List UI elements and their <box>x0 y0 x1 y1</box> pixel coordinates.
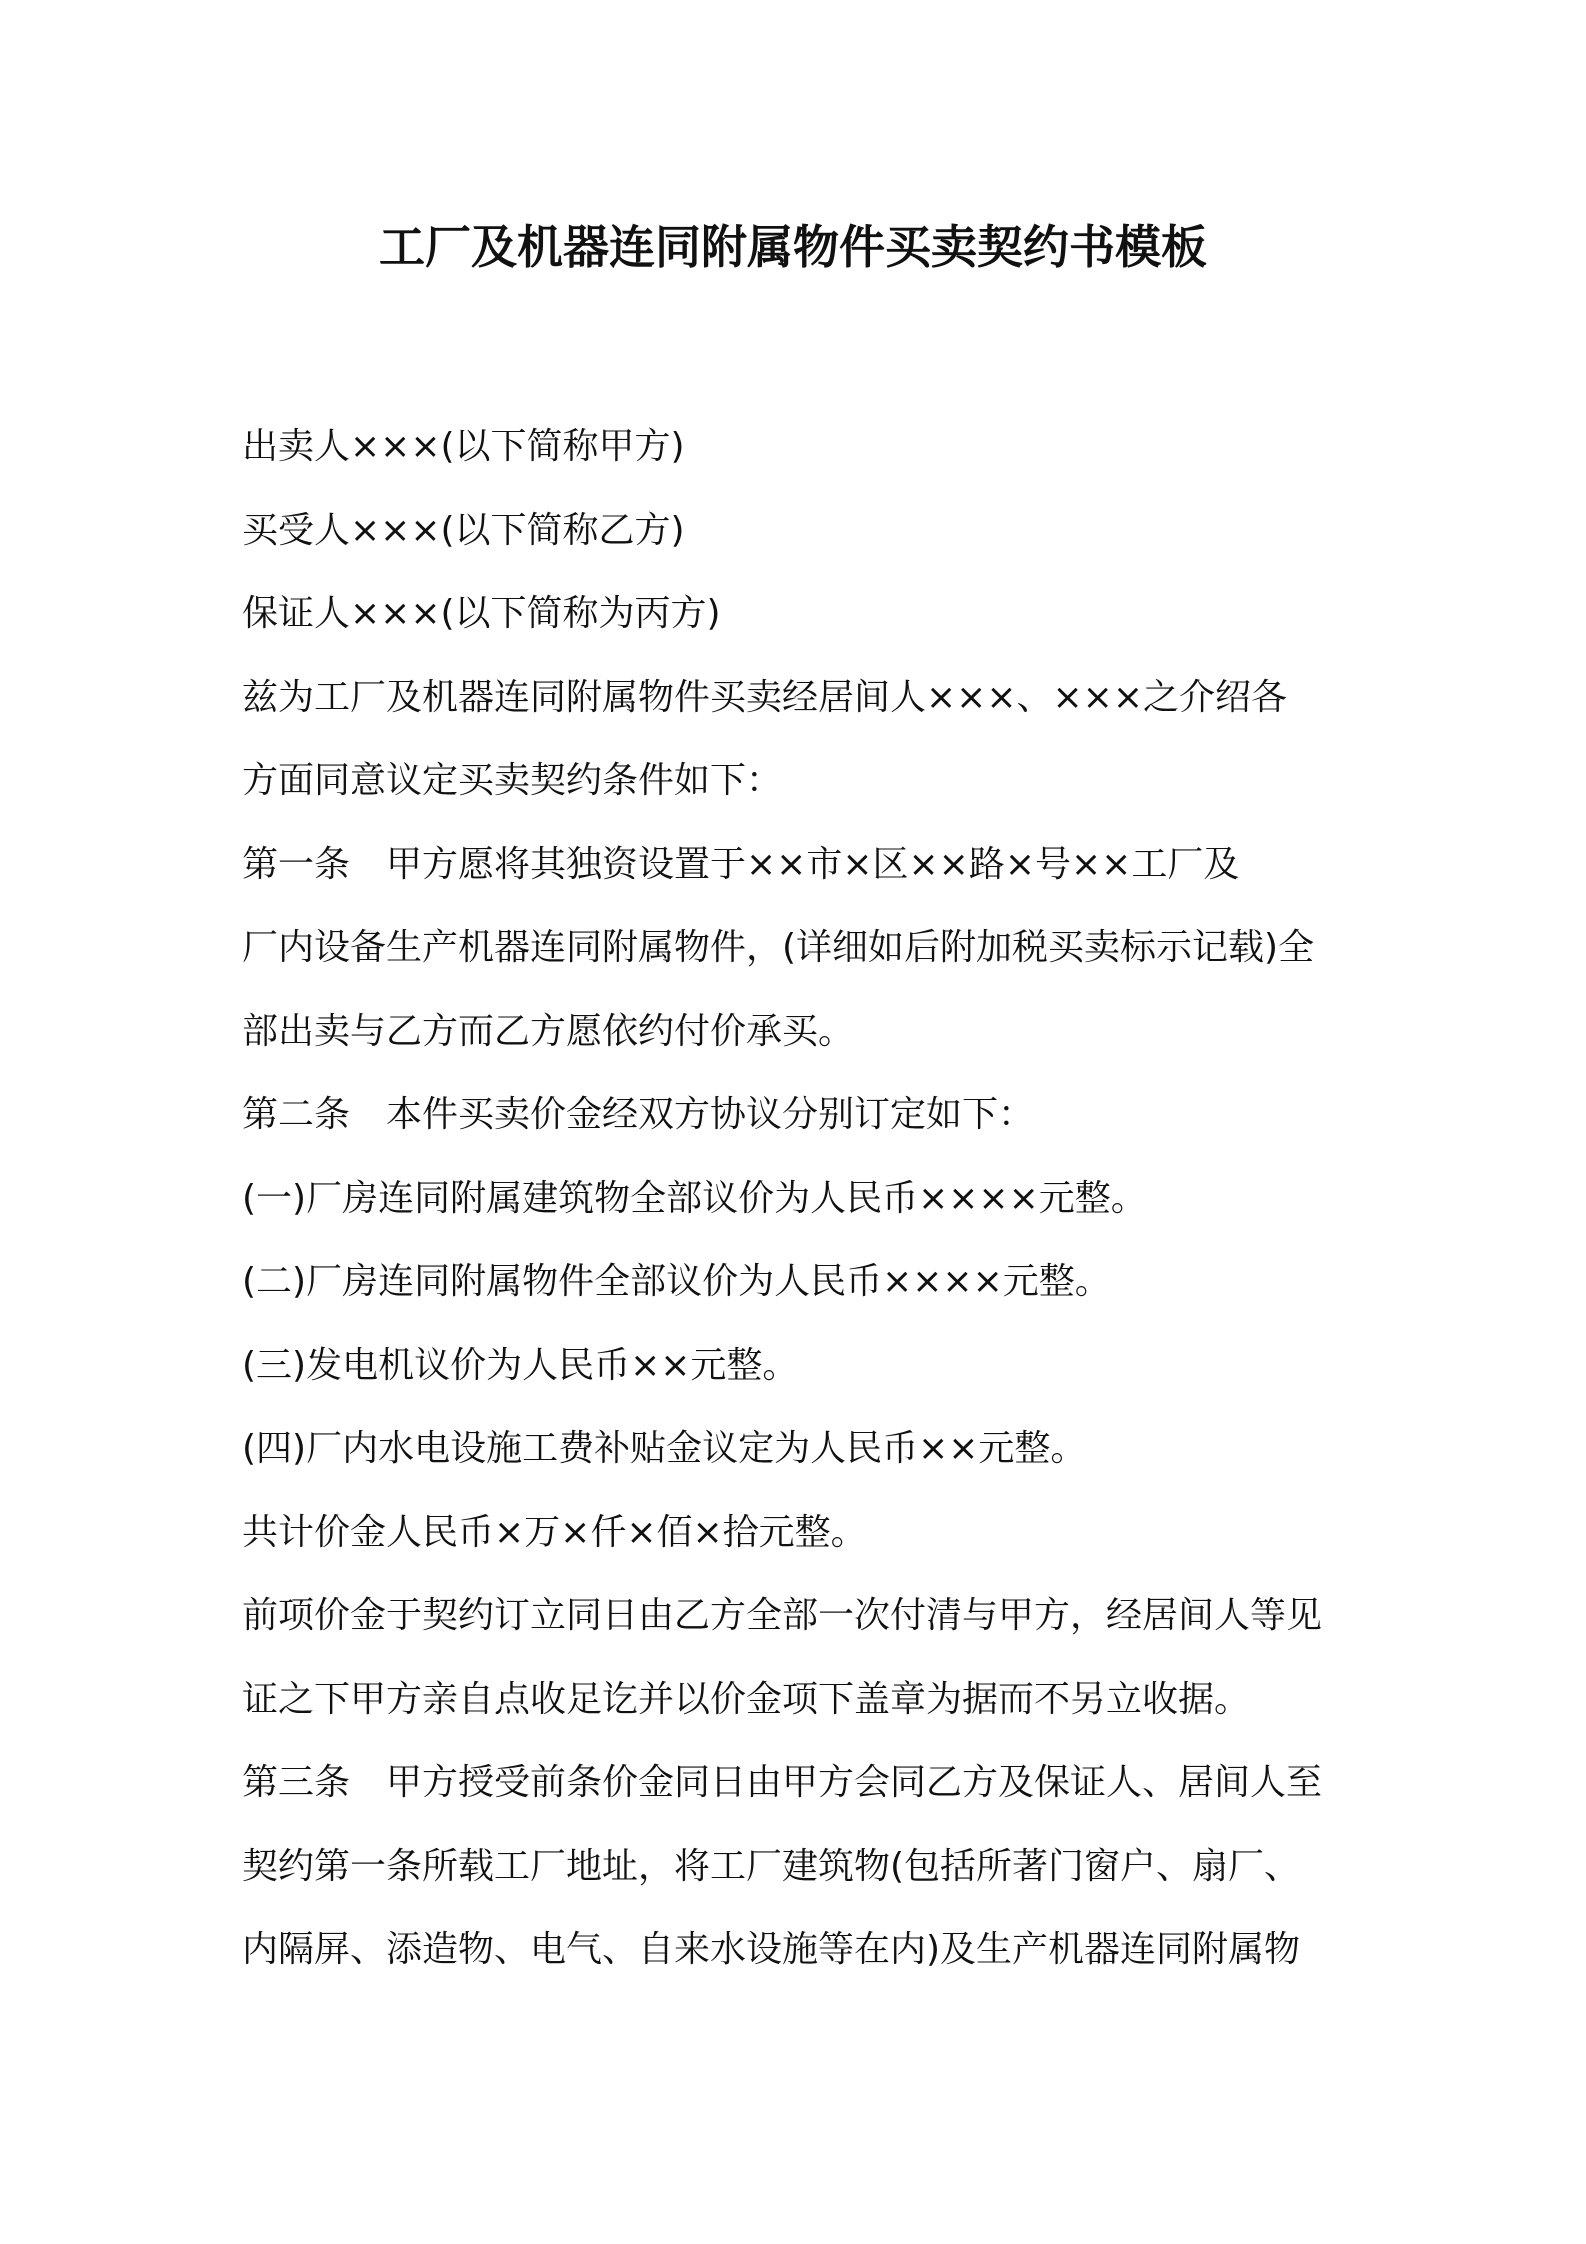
article-1-line-2: 厂内设备生产机器连同附属物件，(详细如后附加税买卖标示记载)全 <box>242 927 1315 968</box>
price-total: 共计价金人民币×万×仟×佰×拾元整。 <box>242 1511 867 1553</box>
article-3-label: 第三条 <box>242 1762 351 1803</box>
article-3-line-3: 内隔屏、添造物、电气、自来水设施等在内)及生产机器连同附属物 <box>242 1929 1301 1970</box>
payment-line-2: 证之下甲方亲自点收足讫并以价金项下盖章为据而不另立收据。 <box>242 1678 1251 1720</box>
payment-line-1: 前项价金于契约订立同日由乙方全部一次付清与甲方，经居间人等见 <box>242 1595 1323 1636</box>
article-2-label: 第二条 <box>242 1094 351 1135</box>
article-3-line-1 <box>242 1741 1362 1825</box>
article-1-label: 第一条 <box>242 843 351 885</box>
preamble-line-1: 兹为工厂及机器连同附属物件买卖经居间人×××、×××之介绍各 <box>242 676 1287 718</box>
article-3-text: 甲方授受前条价金同日由甲方会同乙方及保证人、居间人至 <box>386 1762 1323 1803</box>
article-1-text: 甲方愿将其独资设置于××市×区××路×号××工厂及 <box>386 843 1240 885</box>
price-item-4: (四)厂内水电设施工费补贴金议定为人民币××元整。 <box>242 1428 1087 1469</box>
price-item-3: (三)发电机议价为人民币××元整。 <box>242 1344 799 1386</box>
article-3-line-2: 契约第一条所载工厂地址，将工厂建筑物(包括所著门窗户、扇厂、 <box>242 1845 1301 1887</box>
document-title: 工厂及机器连同附属物件买卖契约书模板 <box>379 220 1207 274</box>
buyer-line: 买受人×××(以下简称乙方) <box>242 509 685 551</box>
seller-line: 出卖人×××(以下简称甲方) <box>242 426 685 467</box>
document-body <box>242 405 1362 1992</box>
article-2-text: 本件买卖价金经双方协议分别订定如下： <box>386 1094 1035 1135</box>
article-1-line-3: 部出卖与乙方而乙方愿依约付价承买。 <box>242 1010 855 1052</box>
guarantor-line: 保证人×××(以下简称为丙方) <box>242 593 721 634</box>
article-2-line-1 <box>242 1073 1362 1157</box>
price-item-1: (一)厂房连同附属建筑物全部议价为人民币××××元整。 <box>242 1177 1147 1219</box>
preamble-line-2: 方面同意议定买卖契约条件如下： <box>242 760 783 801</box>
price-item-2: (二)厂房连同附属物件全部议价为人民币××××元整。 <box>242 1261 1111 1302</box>
article-1-line-1 <box>242 823 1362 907</box>
